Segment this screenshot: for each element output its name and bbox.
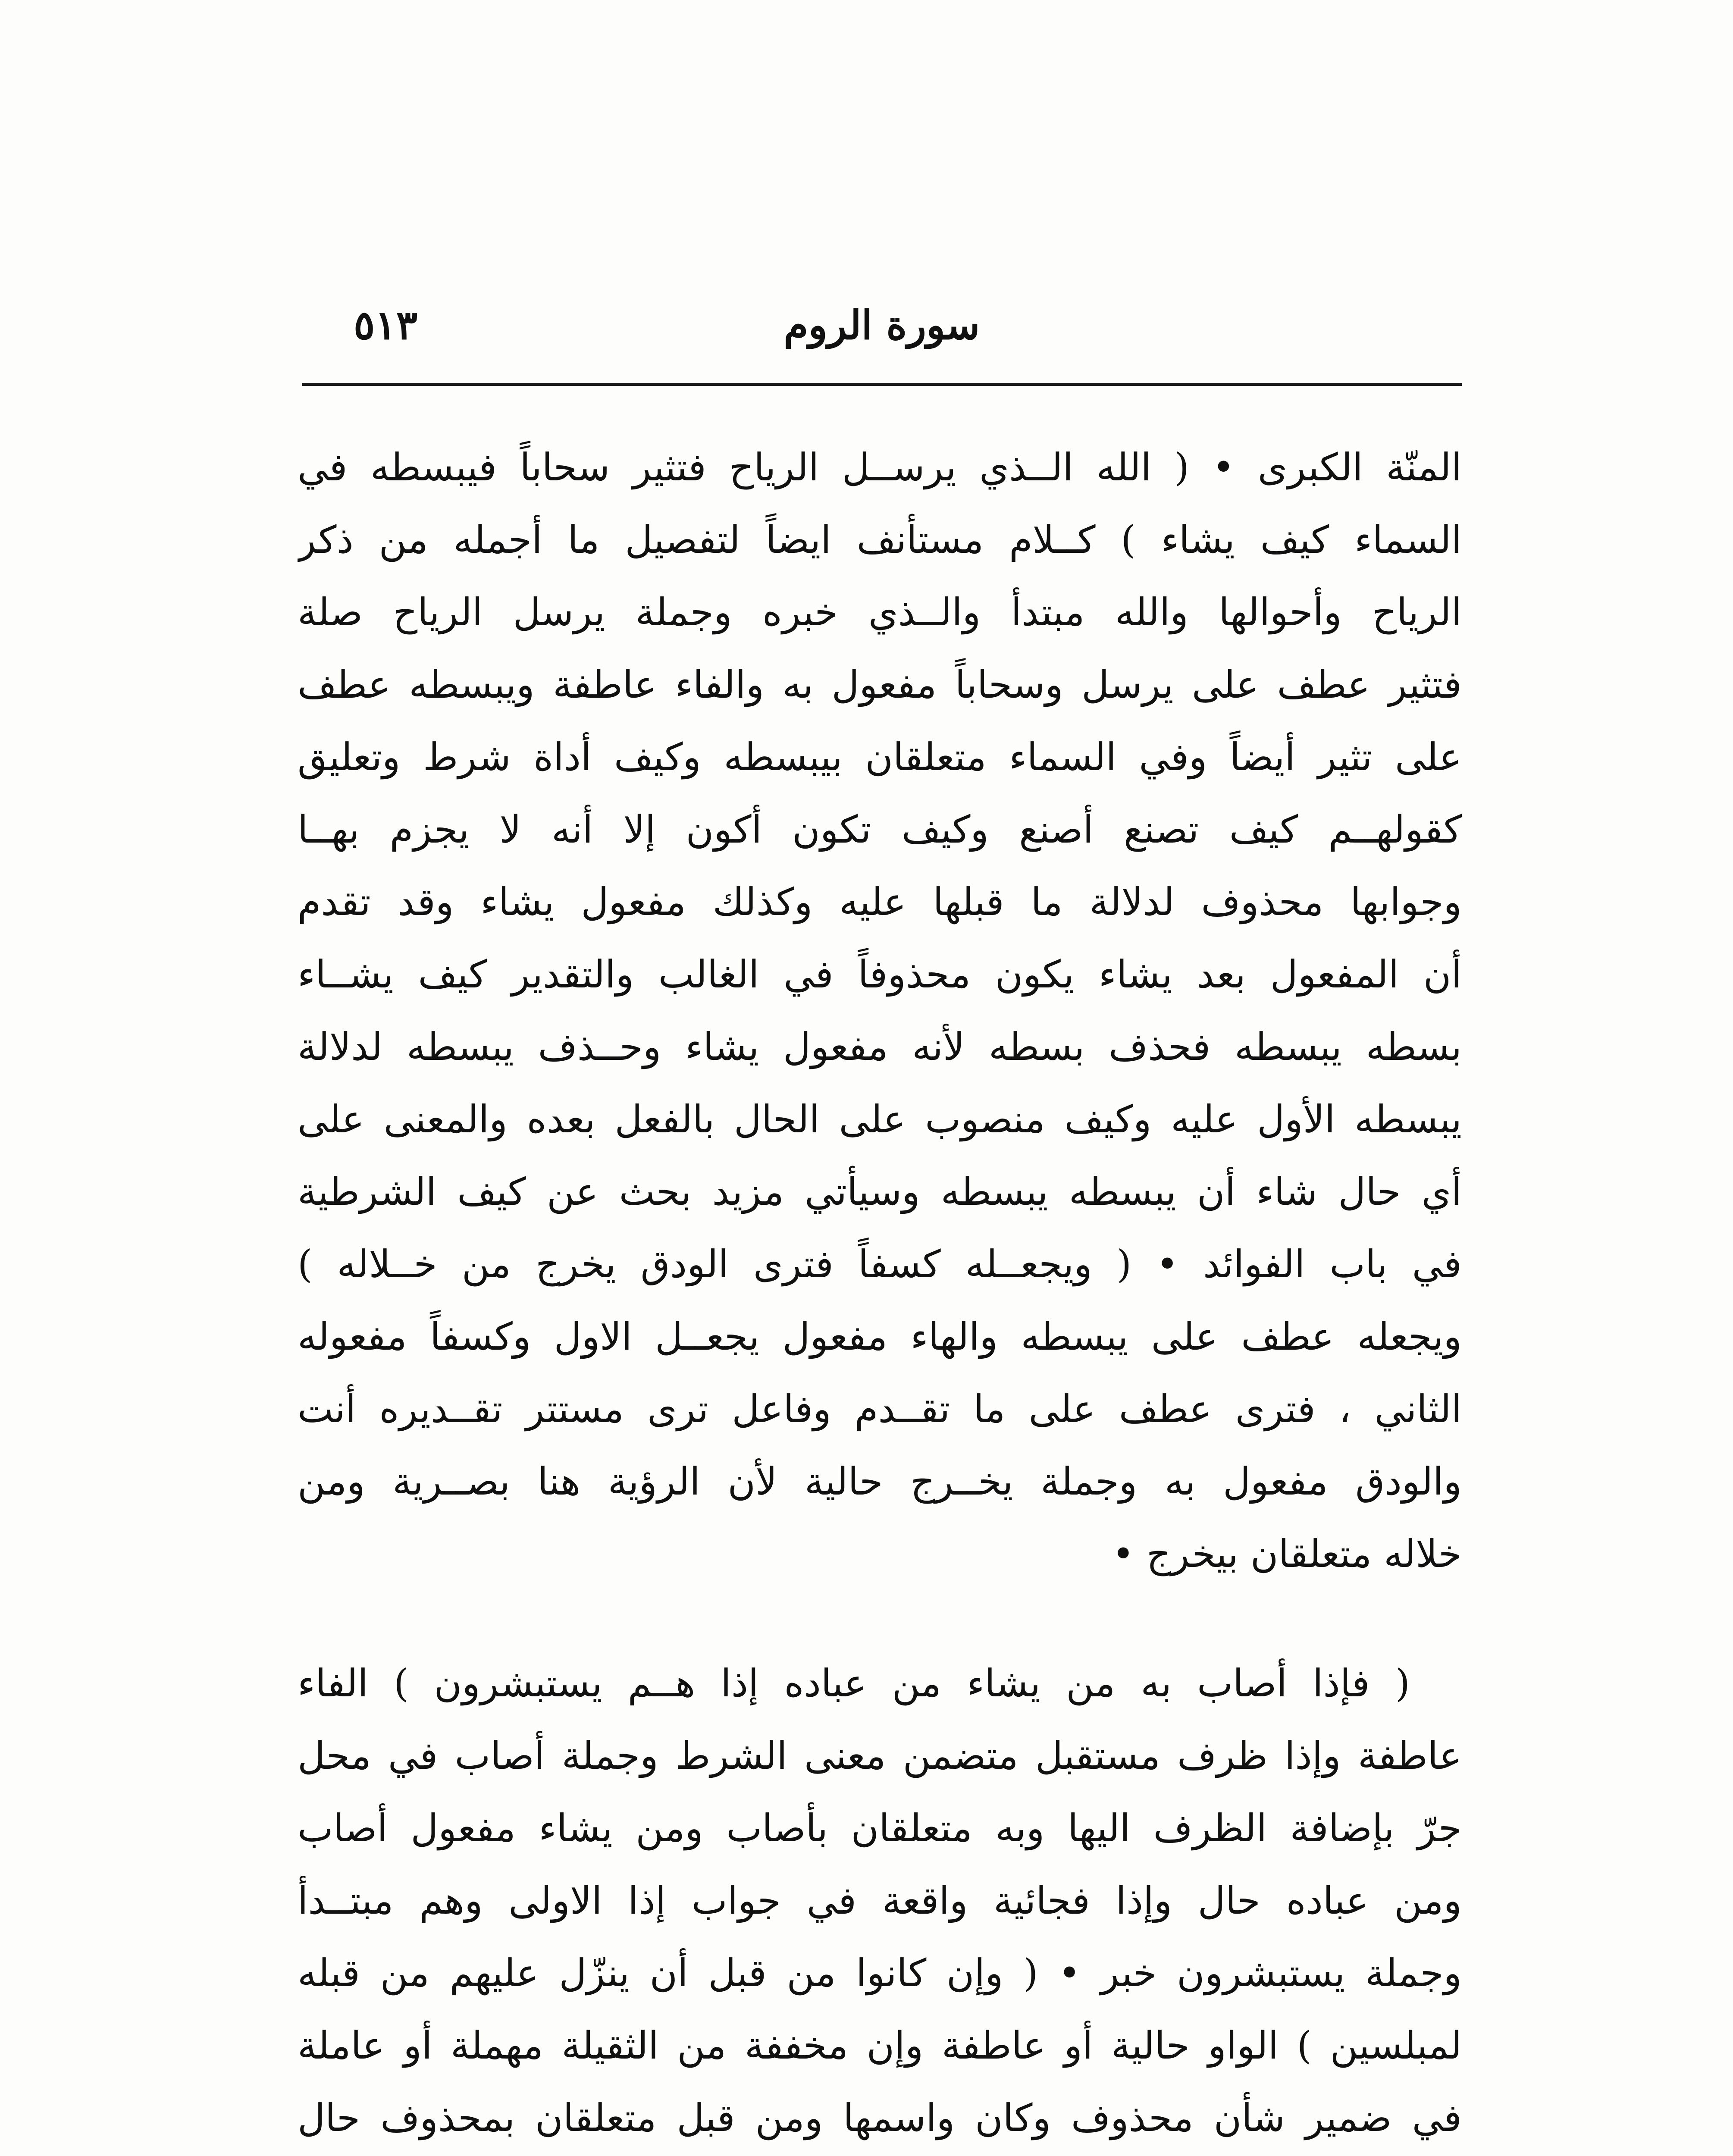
text-line: وجملة يستبشرون خبر • ( وإن كانوا من قبل أن ينزّل عليهم من قبله <box>298 1951 1462 1995</box>
page-title: سورة الروم <box>783 302 980 348</box>
text-line: ( فإذا أصاب به من يشاء من عباده إذا هــم يستبشرون ) الفاء <box>298 1661 1410 1705</box>
paragraph-1 <box>298 431 1462 1590</box>
text-line: في باب الفوائد • ( ويجعــله كسفاً فترى الودق يخرج من خــلاله ) <box>298 1242 1462 1286</box>
text-line: كقولهــم كيف تصنع أصنع وكيف تكون أكون إلا أنه لا يجزم بهــا <box>298 807 1462 852</box>
text-line: يبسطه الأول عليه وكيف منصوب على الحال بالفعل بعده والمعنى على <box>298 1097 1462 1141</box>
text-line: المنّة الكبرى • ( الله الــذي يرســل الرياح فتثير سحاباً فيبسطه في <box>298 445 1462 489</box>
text-line: الثاني ، فترى عطف على ما تقــدم وفاعل ترى مستتر تقــديره أنت <box>298 1387 1462 1431</box>
text-line: أن المفعول بعد يشاء يكون محذوفاً في الغالب والتقدير كيف يشــاء <box>298 952 1462 997</box>
text-line: ومن عباده حال وإذا فجائية واقعة في جواب إذا الاولى وهم مبتــدأ <box>298 1878 1462 1923</box>
text-line: خلاله متعلقان بيخرج • <box>1112 1532 1462 1576</box>
text-line: والودق مفعول به وجملة يخــرج حالية لأن الرؤية هنا بصــرية ومن <box>298 1459 1462 1504</box>
paragraph-2 <box>298 1647 1462 2154</box>
text-line: لمبلسين ) الواو حالية أو عاطفة وإن مخففة من الثقيلة مهملة أو عاملة <box>298 2023 1462 2068</box>
text-line: في ضمير شأن محذوف وكان واسمها ومن قبل متعلقان بمحذوف حال <box>298 2096 1462 2140</box>
page-header <box>302 302 1462 367</box>
text-line: الرياح وأحوالها والله مبتدأ والــذي خبره وجملة يرسل الرياح صلة <box>298 590 1462 634</box>
text-line: ويجعله عطف على يبسطه والهاء مفعول يجعــل الاول وكسفاً مفعوله <box>298 1314 1462 1359</box>
text-line: عاطفة وإذا ظرف مستقبل متضمن معنى الشرط وجملة أصاب في محل <box>298 1733 1462 1778</box>
text-line: على تثير أيضاً وفي السماء متعلقان بيبسطه وكيف أداة شرط وتعليق <box>298 735 1462 779</box>
text-line: بسطه يبسطه فحذف بسطه لأنه مفعول يشاء وحــذف يبسطه لدلالة <box>298 1025 1462 1069</box>
text-line: فتثير عطف على يرسل وسحاباً مفعول به والفاء عاطفة ويبسطه عطف <box>298 662 1462 707</box>
text-line: جرّ بإضافة الظرف اليها وبه متعلقان بأصاب ومن يشاء مفعول أصاب <box>298 1806 1462 1850</box>
page-number: ٥١٣ <box>354 302 418 348</box>
header-divider <box>302 383 1462 386</box>
text-line: أي حال شاء أن يبسطه يبسطه وسيأتي مزيد بحث عن كيف الشرطية <box>298 1169 1462 1214</box>
text-line: السماء كيف يشاء ) كــلام مستأنف ايضاً لتفصيل ما أجمله من ذكر <box>298 517 1462 562</box>
text-line: وجوابها محذوف لدلالة ما قبلها عليه وكذلك مفعول يشاء وقد تقدم <box>298 880 1462 924</box>
